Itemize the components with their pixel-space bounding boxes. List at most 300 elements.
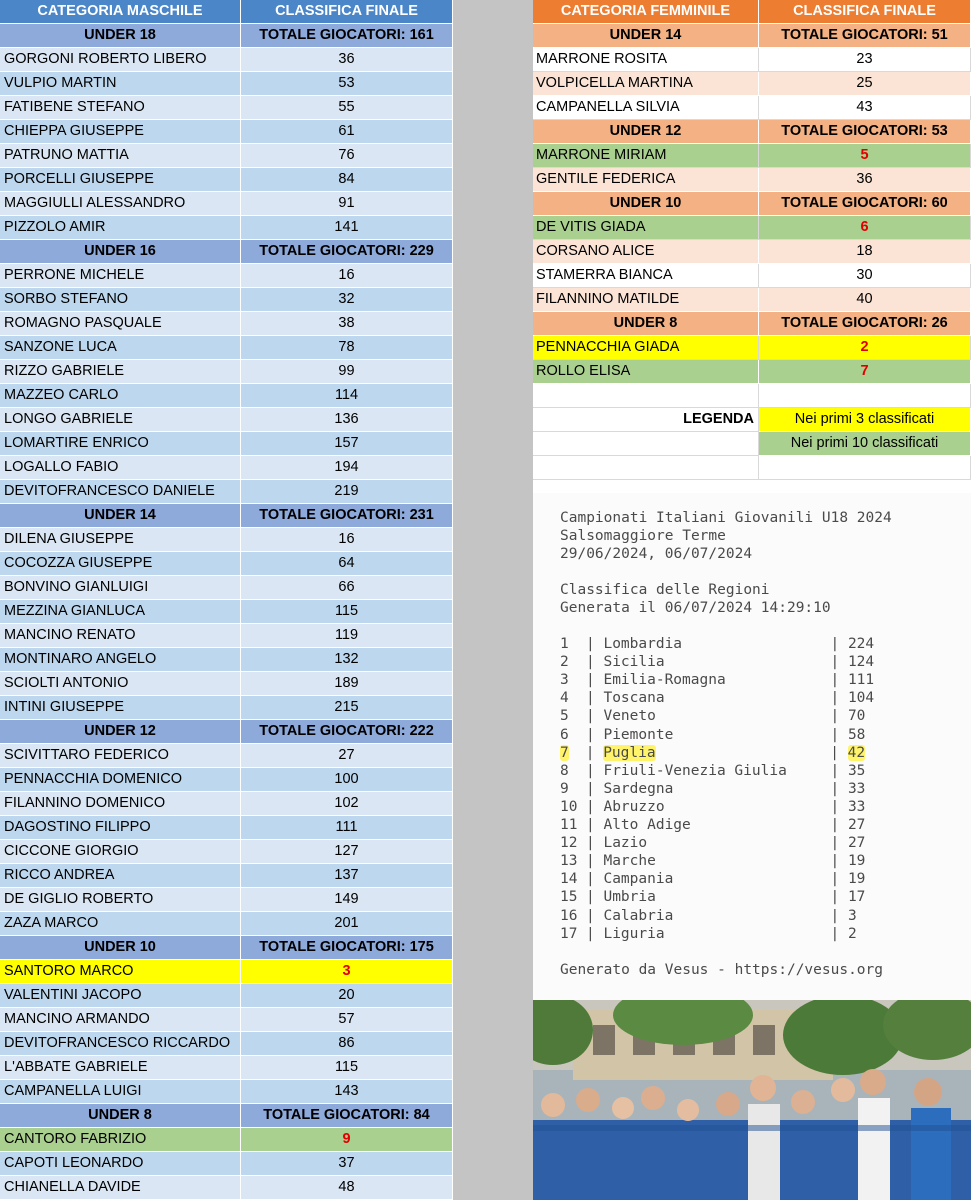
player-row (0, 792, 453, 816)
separator: | (586, 690, 604, 707)
separator: | (830, 744, 848, 761)
player-row (533, 264, 971, 288)
player-rank: 102 (241, 792, 453, 816)
legend-label: LEGENDA (533, 408, 759, 432)
player-name: PORCELLI GIUSEPPE (0, 168, 241, 192)
player-rank: 36 (241, 48, 453, 72)
legend-top10: Nei primi 10 classificati (759, 432, 971, 456)
separator: | (830, 654, 848, 671)
player-rank: 66 (241, 576, 453, 600)
group-total: TOTALE GIOCATORI: 51 (759, 24, 971, 48)
region-position: 8 (560, 762, 569, 779)
region-name-text: Umbria (603, 889, 656, 906)
blank-cell (533, 384, 759, 408)
female-ranking-table (533, 0, 971, 480)
separator: | (586, 798, 604, 815)
group-header-row (0, 1104, 453, 1128)
player-name: DILENA GIUSEPPE (0, 528, 241, 552)
player-rank: 157 (241, 432, 453, 456)
player-rank: 141 (241, 216, 453, 240)
player-row (533, 240, 971, 264)
region-row (560, 745, 865, 761)
player-rank: 86 (241, 1032, 453, 1056)
separator: | (830, 871, 848, 888)
player-name: DE GIGLIO ROBERTO (0, 888, 241, 912)
player-rank: 189 (241, 672, 453, 696)
player-row (0, 264, 453, 288)
player-row (0, 312, 453, 336)
separator: | (586, 762, 604, 779)
group-total: TOTALE GIOCATORI: 60 (759, 192, 971, 216)
region-score: 17 (847, 889, 866, 906)
separator: | (830, 726, 848, 743)
player-row (0, 912, 453, 936)
region-row (560, 853, 865, 869)
player-name: CICCONE GIORGIO (0, 840, 241, 864)
region-position: 15 (560, 889, 578, 906)
player-row (0, 1056, 453, 1080)
separator: | (830, 762, 848, 779)
group-total: TOTALE GIOCATORI: 175 (241, 936, 453, 960)
player-rank: 137 (241, 864, 453, 888)
separator: | (830, 780, 848, 797)
player-row (0, 648, 453, 672)
separator: | (586, 726, 604, 743)
player-row (0, 1032, 453, 1056)
region-score: 58 (847, 726, 866, 743)
player-name: MAGGIULLI ALESSANDRO (0, 192, 241, 216)
separator: | (830, 690, 848, 707)
printout-venue: Salsomaggiore Terme (560, 528, 726, 544)
separator: | (830, 889, 848, 906)
region-score: 70 (847, 708, 866, 725)
player-row (0, 552, 453, 576)
player-row (0, 840, 453, 864)
player-rank: 127 (241, 840, 453, 864)
player-name: MARRONE ROSITA (533, 48, 759, 72)
player-name: COCOZZA GIUSEPPE (0, 552, 241, 576)
group-total: TOTALE GIOCATORI: 53 (759, 120, 971, 144)
player-name: BONVINO GIANLUIGI (0, 576, 241, 600)
player-row (533, 144, 971, 168)
ranking-header: CLASSIFICA FINALE (759, 0, 971, 24)
player-row (533, 288, 971, 312)
player-name: MARRONE MIRIAM (533, 144, 759, 168)
region-name-text: Marche (603, 853, 656, 870)
region-row (560, 817, 865, 833)
blank-cell (533, 456, 759, 480)
player-name: RICCO ANDREA (0, 864, 241, 888)
player-row (0, 864, 453, 888)
player-rank: 132 (241, 648, 453, 672)
separator: | (830, 835, 848, 852)
blank-cell (759, 456, 971, 480)
player-rank: 201 (241, 912, 453, 936)
separator: | (586, 871, 604, 888)
group-title: UNDER 18 (0, 24, 241, 48)
player-rank: 55 (241, 96, 453, 120)
player-name: ROLLO ELISA (533, 360, 759, 384)
separator: | (830, 817, 848, 833)
player-name: GORGONI ROBERTO LIBERO (0, 48, 241, 72)
player-rank: 5 (759, 144, 971, 168)
separator: | (586, 708, 604, 725)
player-name: SORBO STEFANO (0, 288, 241, 312)
group-header-row (0, 504, 453, 528)
group-total: TOTALE GIOCATORI: 231 (241, 504, 453, 528)
group-title: UNDER 8 (533, 312, 759, 336)
player-name: DE VITIS GIADA (533, 216, 759, 240)
region-position: 7 (560, 744, 569, 761)
player-name: SCIOLTI ANTONIO (0, 672, 241, 696)
player-name: PATRUNO MATTIA (0, 144, 241, 168)
separator: | (586, 672, 604, 689)
region-row (560, 654, 874, 670)
blank-cell (759, 384, 971, 408)
printout-footer: Generato da Vesus - https://vesus.org (560, 962, 884, 978)
group-title: UNDER 10 (0, 936, 241, 960)
group-header-row (0, 936, 453, 960)
player-name: RIZZO GABRIELE (0, 360, 241, 384)
region-name-text: Abruzzo (603, 798, 665, 815)
region-name (603, 926, 830, 942)
player-name: CAMPANELLA SILVIA (533, 96, 759, 120)
region-score: 33 (847, 780, 866, 797)
region-score: 27 (847, 835, 866, 852)
region-name-text: Campania (603, 871, 674, 888)
region-row (560, 781, 865, 797)
player-rank: 9 (241, 1128, 453, 1152)
player-rank: 27 (241, 744, 453, 768)
player-row (0, 816, 453, 840)
player-row (0, 72, 453, 96)
player-row (0, 960, 453, 984)
player-row (0, 528, 453, 552)
separator: | (586, 636, 604, 652)
player-rank: 6 (759, 216, 971, 240)
player-name: ROMAGNO PASQUALE (0, 312, 241, 336)
region-score: 19 (847, 871, 866, 888)
player-name: DAGOSTINO FILIPPO (0, 816, 241, 840)
player-name: PENNACCHIA DOMENICO (0, 768, 241, 792)
group-total: TOTALE GIOCATORI: 26 (759, 312, 971, 336)
separator: | (586, 853, 604, 870)
player-name: MONTINARO ANGELO (0, 648, 241, 672)
player-rank: 115 (241, 600, 453, 624)
group-header-row (533, 120, 971, 144)
player-name: MAZZEO CARLO (0, 384, 241, 408)
player-rank: 57 (241, 1008, 453, 1032)
player-name: PIZZOLO AMIR (0, 216, 241, 240)
region-score: 19 (847, 853, 866, 870)
separator: | (586, 780, 604, 797)
group-title: UNDER 10 (533, 192, 759, 216)
player-name: PENNACCHIA GIADA (533, 336, 759, 360)
region-name-text: Friuli-Venezia Giulia (603, 762, 787, 779)
region-row (560, 727, 865, 743)
male-ranking-table (0, 0, 453, 1200)
blank-row (533, 456, 971, 480)
group-total: TOTALE GIOCATORI: 222 (241, 720, 453, 744)
player-name: VALENTINI JACOPO (0, 984, 241, 1008)
group-title: UNDER 8 (0, 1104, 241, 1128)
region-score: 124 (847, 654, 875, 671)
region-position: 14 (560, 871, 578, 888)
separator: | (830, 907, 848, 924)
player-row (0, 288, 453, 312)
player-row (533, 168, 971, 192)
table-header-row (533, 0, 971, 24)
player-row (533, 72, 971, 96)
group-total: TOTALE GIOCATORI: 229 (241, 240, 453, 264)
region-score: 2 (847, 925, 857, 942)
player-rank: 20 (241, 984, 453, 1008)
player-rank: 36 (759, 168, 971, 192)
player-row (0, 360, 453, 384)
player-rank: 16 (241, 264, 453, 288)
player-rank: 115 (241, 1056, 453, 1080)
region-row (560, 636, 874, 652)
region-name (603, 763, 830, 779)
player-row (0, 1080, 453, 1104)
region-row (560, 799, 865, 815)
region-name-text: Sardegna (603, 780, 674, 797)
player-row (0, 192, 453, 216)
printout-generated: Generata il 06/07/2024 14:29:10 (560, 600, 831, 616)
player-name: LOMARTIRE ENRICO (0, 432, 241, 456)
legend-row-top3 (533, 408, 971, 432)
region-score: 33 (847, 798, 866, 815)
region-name (603, 745, 830, 761)
player-name: INTINI GIUSEPPE (0, 696, 241, 720)
player-row (0, 48, 453, 72)
group-total: TOTALE GIOCATORI: 161 (241, 24, 453, 48)
region-row (560, 926, 857, 942)
category-header: CATEGORIA MASCHILE (0, 0, 241, 24)
player-name: PERRONE MICHELE (0, 264, 241, 288)
player-rank: 84 (241, 168, 453, 192)
region-position: 6 (560, 726, 569, 743)
player-row (0, 384, 453, 408)
player-name: MANCINO ARMANDO (0, 1008, 241, 1032)
player-row (0, 456, 453, 480)
region-score: 27 (847, 817, 866, 833)
region-position: 13 (560, 853, 578, 870)
player-row (0, 672, 453, 696)
player-row (0, 120, 453, 144)
player-row (0, 432, 453, 456)
team-photo (533, 1000, 971, 1200)
region-name-text: Emilia-Romagna (603, 672, 726, 689)
region-score: 35 (847, 762, 866, 779)
region-name (603, 835, 830, 851)
player-row (0, 600, 453, 624)
region-score: 104 (847, 690, 875, 707)
group-title: UNDER 12 (0, 720, 241, 744)
player-name: LONGO GABRIELE (0, 408, 241, 432)
player-row (0, 1152, 453, 1176)
region-name-text: Sicilia (603, 654, 665, 671)
player-name: SCIVITTARO FEDERICO (0, 744, 241, 768)
player-rank: 111 (241, 816, 453, 840)
player-name: L'ABBATE GABRIELE (0, 1056, 241, 1080)
region-name (603, 799, 830, 815)
region-score: 224 (847, 636, 875, 652)
player-name: FILANNINO MATILDE (533, 288, 759, 312)
region-name (603, 654, 830, 670)
player-rank: 149 (241, 888, 453, 912)
region-name (603, 853, 830, 869)
player-rank: 99 (241, 360, 453, 384)
separator: | (830, 708, 848, 725)
group-header-row (0, 24, 453, 48)
player-row (0, 480, 453, 504)
region-position: 9 (560, 780, 569, 797)
player-rank: 37 (241, 1152, 453, 1176)
player-rank: 23 (759, 48, 971, 72)
player-row (0, 1008, 453, 1032)
region-row (560, 763, 865, 779)
player-row (0, 768, 453, 792)
player-rank: 64 (241, 552, 453, 576)
player-row (0, 744, 453, 768)
player-rank: 219 (241, 480, 453, 504)
region-row (560, 871, 865, 887)
group-title: UNDER 14 (0, 504, 241, 528)
player-rank: 38 (241, 312, 453, 336)
region-name (603, 690, 830, 706)
region-position: 10 (560, 798, 578, 815)
region-score: 111 (847, 672, 875, 689)
player-row (0, 216, 453, 240)
player-rank: 16 (241, 528, 453, 552)
region-position: 17 (560, 925, 578, 942)
legend-top3: Nei primi 3 classificati (759, 408, 971, 432)
separator: | (830, 853, 848, 870)
player-rank: 30 (759, 264, 971, 288)
category-header: CATEGORIA FEMMINILE (533, 0, 759, 24)
player-rank: 18 (759, 240, 971, 264)
region-score: 3 (847, 907, 857, 924)
player-name: CAPOTI LEONARDO (0, 1152, 241, 1176)
player-rank: 136 (241, 408, 453, 432)
player-name: DEVITOFRANCESCO DANIELE (0, 480, 241, 504)
player-row (533, 336, 971, 360)
player-rank: 2 (759, 336, 971, 360)
legend-row-top10 (533, 432, 971, 456)
group-header-row (533, 312, 971, 336)
player-name: VOLPICELLA MARTINA (533, 72, 759, 96)
printout-dates: 29/06/2024, 06/07/2024 (560, 546, 753, 562)
region-name (603, 636, 830, 652)
player-row (533, 360, 971, 384)
player-row (0, 696, 453, 720)
player-name: CHIANELLA DAVIDE (0, 1176, 241, 1200)
player-row (533, 96, 971, 120)
group-header-row (533, 192, 971, 216)
region-name (603, 727, 830, 743)
region-row (560, 908, 857, 924)
player-name: CHIEPPA GIUSEPPE (0, 120, 241, 144)
group-total: TOTALE GIOCATORI: 84 (241, 1104, 453, 1128)
player-row (0, 168, 453, 192)
group-title: UNDER 12 (533, 120, 759, 144)
region-name (603, 908, 830, 924)
group-title: UNDER 16 (0, 240, 241, 264)
player-rank: 114 (241, 384, 453, 408)
group-header-row (533, 24, 971, 48)
region-name-text: Lazio (603, 835, 648, 852)
region-position: 11 (560, 817, 578, 833)
blank-row (533, 384, 971, 408)
region-name-text: Alto Adige (603, 817, 691, 833)
separator: | (585, 744, 604, 761)
region-row (560, 672, 874, 688)
player-rank: 76 (241, 144, 453, 168)
separator: | (830, 672, 848, 689)
player-row (533, 48, 971, 72)
region-name (603, 817, 830, 833)
player-row (0, 1128, 453, 1152)
player-name: LOGALLO FABIO (0, 456, 241, 480)
region-row (560, 835, 865, 851)
player-row (0, 96, 453, 120)
region-name-text: Lombardia (603, 636, 683, 652)
region-position: 5 (560, 708, 569, 725)
separator: | (830, 925, 848, 942)
player-rank: 40 (759, 288, 971, 312)
player-name: SANZONE LUCA (0, 336, 241, 360)
player-name: STAMERRA BIANCA (533, 264, 759, 288)
region-name (603, 672, 830, 688)
player-row (0, 1176, 453, 1200)
region-name (603, 708, 830, 724)
group-header-row (0, 720, 453, 744)
player-name: VULPIO MARTIN (0, 72, 241, 96)
player-row (0, 624, 453, 648)
player-row (0, 144, 453, 168)
separator: | (830, 798, 848, 815)
player-row (0, 336, 453, 360)
player-rank: 143 (241, 1080, 453, 1104)
player-rank: 119 (241, 624, 453, 648)
printout-heading: Classifica delle Regioni (560, 582, 770, 598)
blank-cell (533, 432, 759, 456)
region-position: 3 (560, 672, 569, 689)
player-row (0, 408, 453, 432)
separator: | (586, 925, 604, 942)
region-name-text: Liguria (603, 925, 665, 942)
separator: | (830, 636, 848, 652)
separator: | (586, 907, 604, 924)
player-row (0, 888, 453, 912)
player-name: CAMPANELLA LUIGI (0, 1080, 241, 1104)
player-name: MEZZINA GIANLUCA (0, 600, 241, 624)
player-rank: 3 (241, 960, 453, 984)
player-rank: 61 (241, 120, 453, 144)
regions-ranking-printout (533, 493, 971, 1000)
player-name: FATIBENE STEFANO (0, 96, 241, 120)
player-rank: 53 (241, 72, 453, 96)
separator: | (586, 654, 604, 671)
region-name-text: Piemonte (603, 726, 674, 743)
region-position: 1 (560, 636, 569, 652)
player-rank: 43 (759, 96, 971, 120)
region-position: 4 (560, 690, 569, 707)
separator: | (586, 817, 604, 833)
region-position: 16 (560, 907, 578, 924)
team-photo-illustration (533, 1000, 971, 1200)
